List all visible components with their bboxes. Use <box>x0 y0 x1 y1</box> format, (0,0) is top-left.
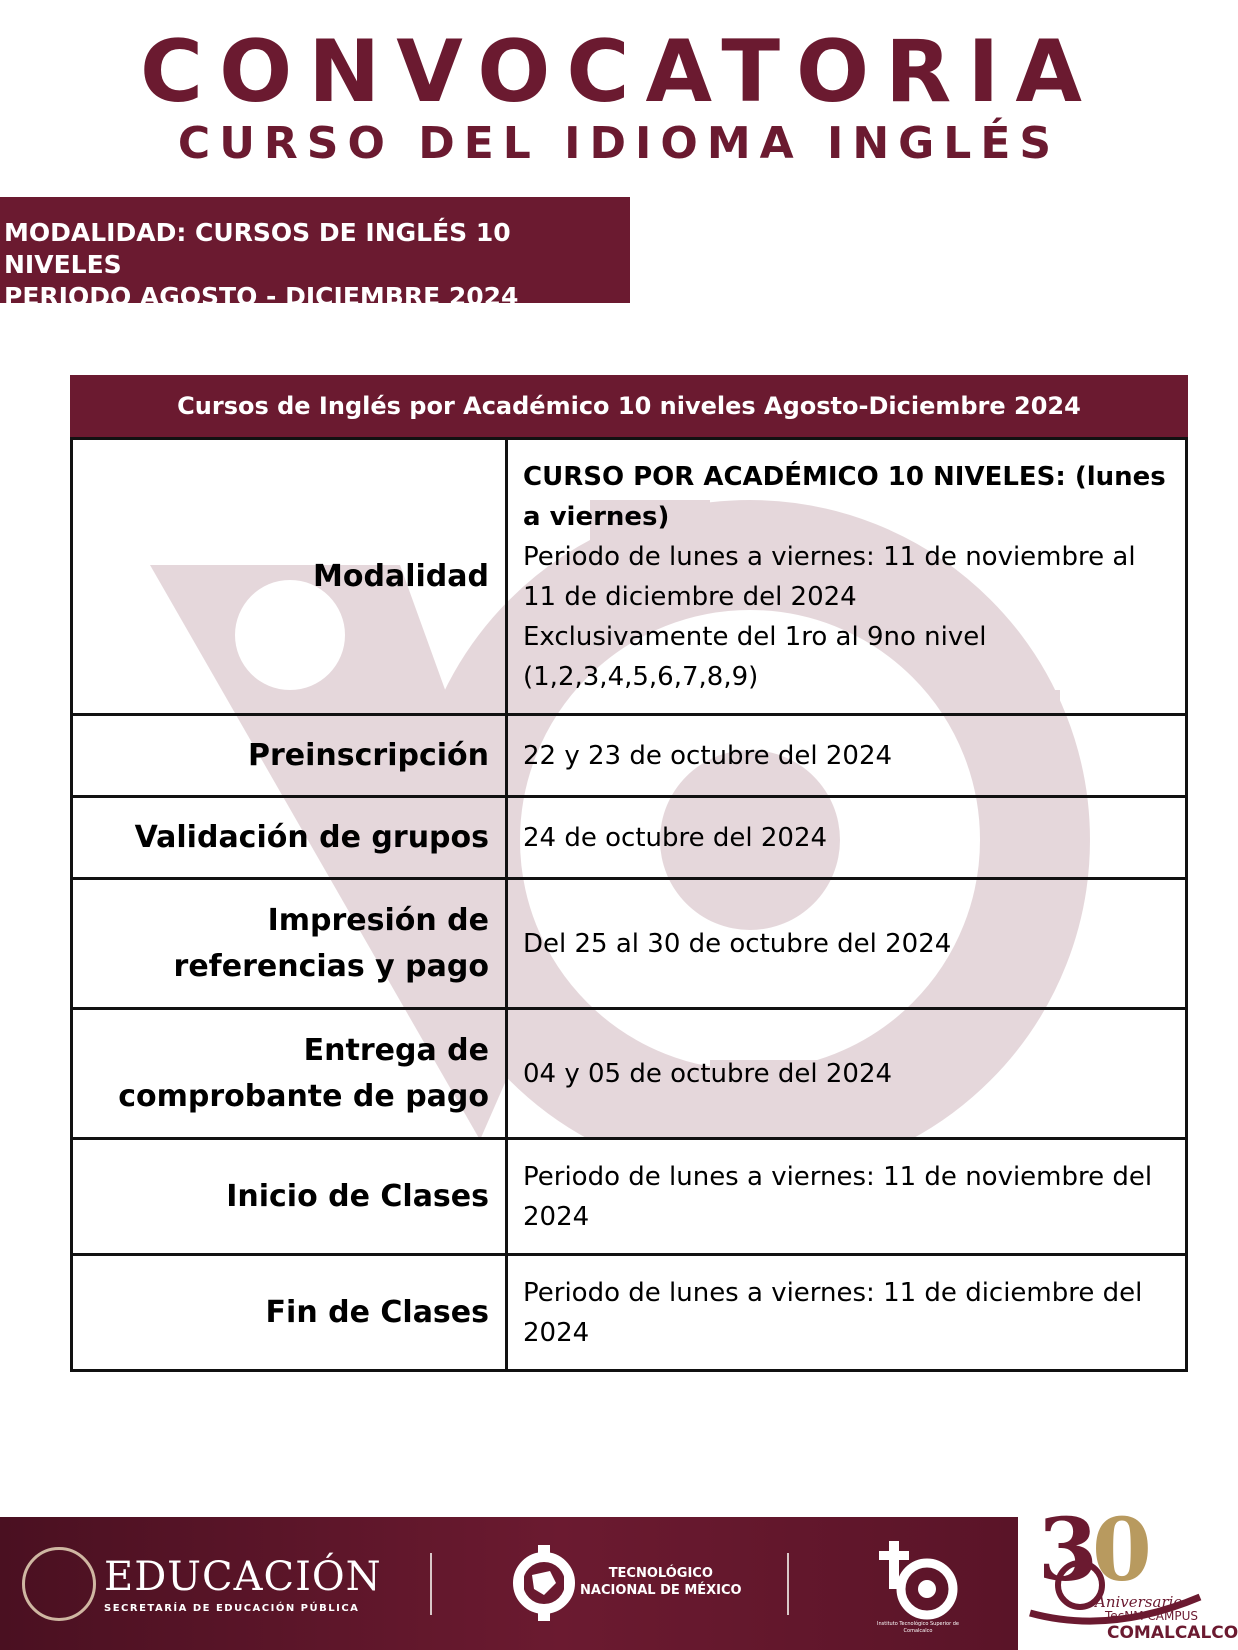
page-subtitle: CURSO DEL IDIOMA INGLÉS <box>177 118 1061 169</box>
footer-divider <box>787 1553 789 1615</box>
page-title: CONVOCATORIA <box>140 22 1098 122</box>
row-value-impresion: Del 25 al 30 de octubre del 2024 <box>507 879 1187 1009</box>
tecnm-name <box>580 1565 742 1599</box>
modality-banner <box>0 197 630 311</box>
table-header: Cursos de Inglés por Académico 10 niveles Agosto-Diciembre 2024 <box>70 375 1188 437</box>
svg-text:0: 0 <box>1092 1505 1152 1601</box>
table-row <box>72 797 1187 879</box>
itsc-logo-icon <box>875 1537 959 1621</box>
row-label-inicio: Inicio de Clases <box>72 1139 507 1255</box>
row-label-impresion: Impresión de referencias y pago <box>72 879 507 1009</box>
row-value-inicio: Periodo de lunes a viernes: 11 de noviembre del 2024 <box>507 1139 1187 1255</box>
modalidad-period: Periodo de lunes a viernes: 11 de noviembre al 11 de diciembre del 2024 <box>523 541 1136 612</box>
svg-text:3: 3 <box>1038 1505 1098 1601</box>
row-value-modalidad <box>507 439 1187 715</box>
tecnm-gear-icon <box>510 1535 578 1631</box>
anniversary-campus: TecNM CAMPUS <box>1105 1609 1198 1623</box>
row-label-fin: Fin de Clases <box>72 1255 507 1371</box>
row-value-validacion: 24 de octubre del 2024 <box>507 797 1187 879</box>
modalidad-course-title: CURSO POR ACADÉMICO 10 NIVELES: (lunes a viernes) <box>523 461 1166 532</box>
itsc-name: Instituto Tecnológico Superior de Comalcalco <box>877 1621 959 1634</box>
table-row <box>72 879 1187 1009</box>
table-row <box>72 715 1187 797</box>
footer-divider <box>430 1553 432 1615</box>
table-row <box>72 1009 1187 1139</box>
row-label-validacion: Validación de grupos <box>72 797 507 879</box>
tecnm-line-2: NACIONAL DE MÉXICO <box>580 1583 742 1598</box>
table-row <box>72 439 1187 715</box>
banner-line-2: PERIODO AGOSTO - DICIEMBRE 2024 <box>4 282 519 311</box>
row-value-preinscripcion: 22 y 23 de octubre del 2024 <box>507 715 1187 797</box>
row-label-entrega: Entrega de comprobante de pago <box>72 1009 507 1139</box>
education-subtitle: SECRETARÍA DE EDUCACIÓN PÚBLICA <box>104 1603 360 1614</box>
tecnm-line-1: TECNOLÓGICO <box>608 1566 713 1581</box>
row-value-entrega: 04 y 05 de octubre del 2024 <box>507 1009 1187 1139</box>
row-label-preinscripcion: Preinscripción <box>72 715 507 797</box>
table-row <box>72 1255 1187 1371</box>
modalidad-levels: Exclusivamente del 1ro al 9no nivel (1,2,3,4,5,6,7,8,9) <box>523 621 987 692</box>
schedule-table <box>70 375 1188 1372</box>
row-value-fin: Periodo de lunes a viernes: 11 de diciembre del 2024 <box>507 1255 1187 1371</box>
table-row <box>72 1139 1187 1255</box>
anniversary-city: COMALCALCO <box>1107 1623 1238 1643</box>
row-label-modalidad: Modalidad <box>72 439 507 715</box>
education-title: EDUCACIÓN <box>104 1554 382 1600</box>
banner-line-1: MODALIDAD: CURSOS DE INGLÉS 10 NIVELES <box>4 218 511 279</box>
anniversary-word: Aniversario <box>1095 1593 1183 1611</box>
footer-bar <box>0 1517 1018 1650</box>
eagle-seal-icon <box>22 1547 96 1621</box>
